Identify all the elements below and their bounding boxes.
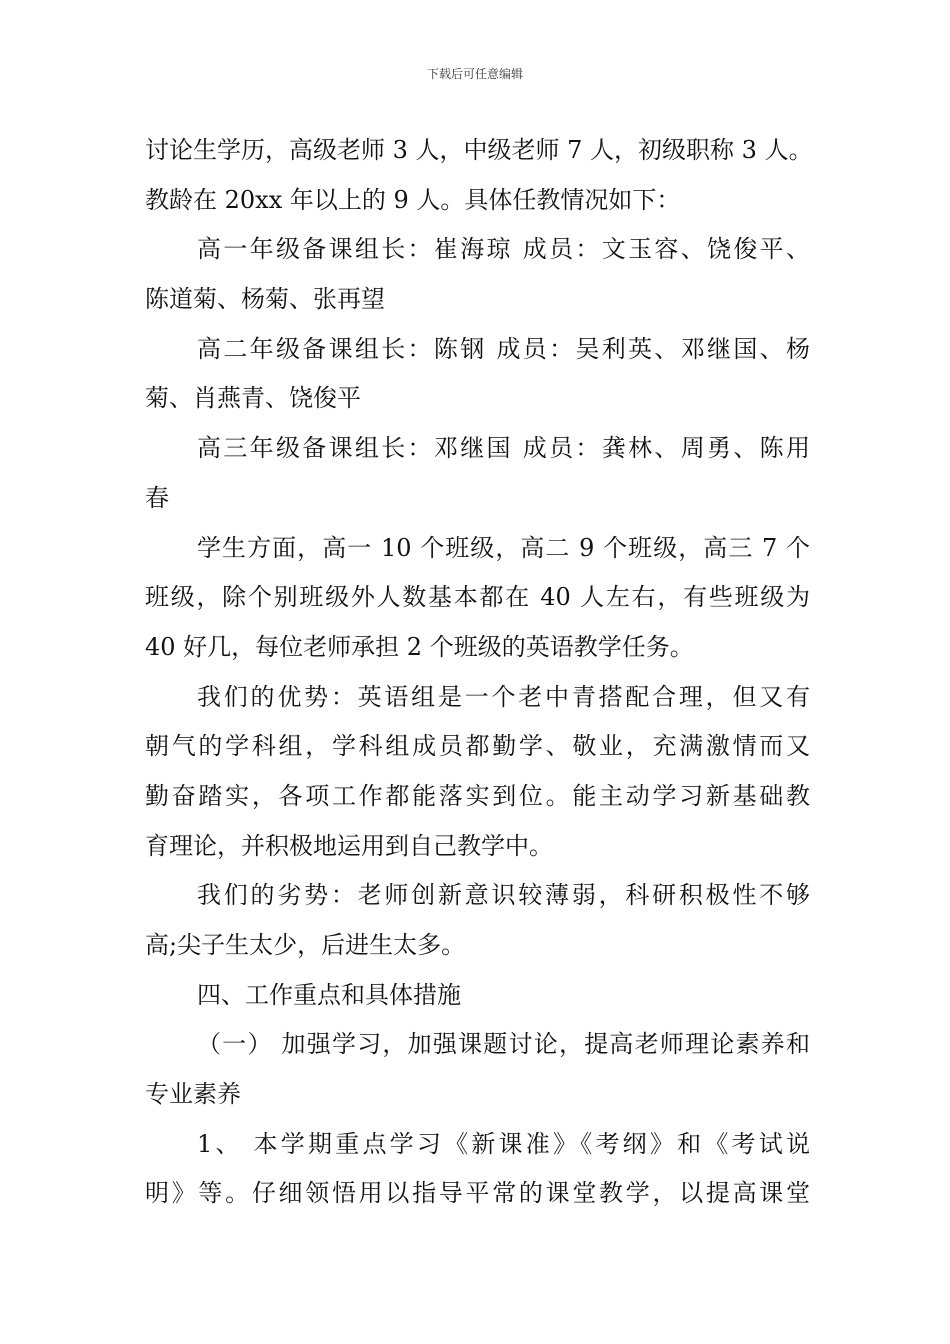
text-line: 班级，除个别班级外人数基本都在 40 人左右，有些班级为 — [145, 583, 810, 612]
text-line: 勤奋踏实，各项工作都能落实到位。能主动学习新基础教 — [145, 781, 810, 810]
text-line: 育理论，并积极地运用到自己教学中。 — [145, 831, 553, 860]
text-line: 明》等。仔细领悟用以指导平常的课堂教学，以提高课堂 — [145, 1179, 810, 1208]
text-line: 40 好几，每位老师承担 2 个班级的英语教学任务。 — [145, 632, 694, 661]
text-line: 四、工作重点和具体措施 — [197, 980, 461, 1009]
page-header: 下载后可任意编辑 — [426, 67, 523, 81]
text-line: 菊、肖燕青、饶俊平 — [145, 384, 361, 413]
document-body — [145, 126, 813, 1219]
text-line: 高;尖子生太少，后进生太多。 — [145, 931, 466, 959]
text-line: 专业素养 — [145, 1080, 241, 1109]
text-line: 1、 本学期重点学习《新课准》《考纲》和《考试说 — [197, 1129, 810, 1158]
text-line: 我们的优势：英语组是一个老中青搭配合理，但又有 — [197, 682, 810, 711]
text-line: 陈道菊、杨菊、张再望 — [145, 285, 385, 314]
text-line: （一） 加强学习，加强课题讨论，提高老师理论素养和 — [197, 1030, 810, 1059]
text-line: 高二年级备课组长：陈钢 成员：吴利英、邓继国、杨 — [197, 334, 810, 363]
text-line: 春 — [145, 483, 169, 512]
text-line: 学生方面，高一 10 个班级，高二 9 个班级，高三 7 个 — [197, 533, 810, 562]
text-line: 教龄在 20xx 年以上的 9 人。具体任教情况如下： — [145, 185, 681, 214]
text-line: 我们的劣势：老师创新意识较薄弱，科研积极性不够 — [197, 881, 810, 910]
text-line: 朝气的学科组，学科组成员都勤学、敬业，充满激情而又 — [145, 732, 810, 761]
text-line: 高一年级备课组长：崔海琼 成员：文玉容、饶俊平、 — [197, 235, 810, 264]
text-line: 高三年级备课组长：邓继国 成员：龚林、周勇、陈用 — [197, 434, 810, 463]
text-line: 讨论生学历，高级老师 3 人，中级老师 7 人，初级职称 3 人。 — [145, 136, 813, 164]
